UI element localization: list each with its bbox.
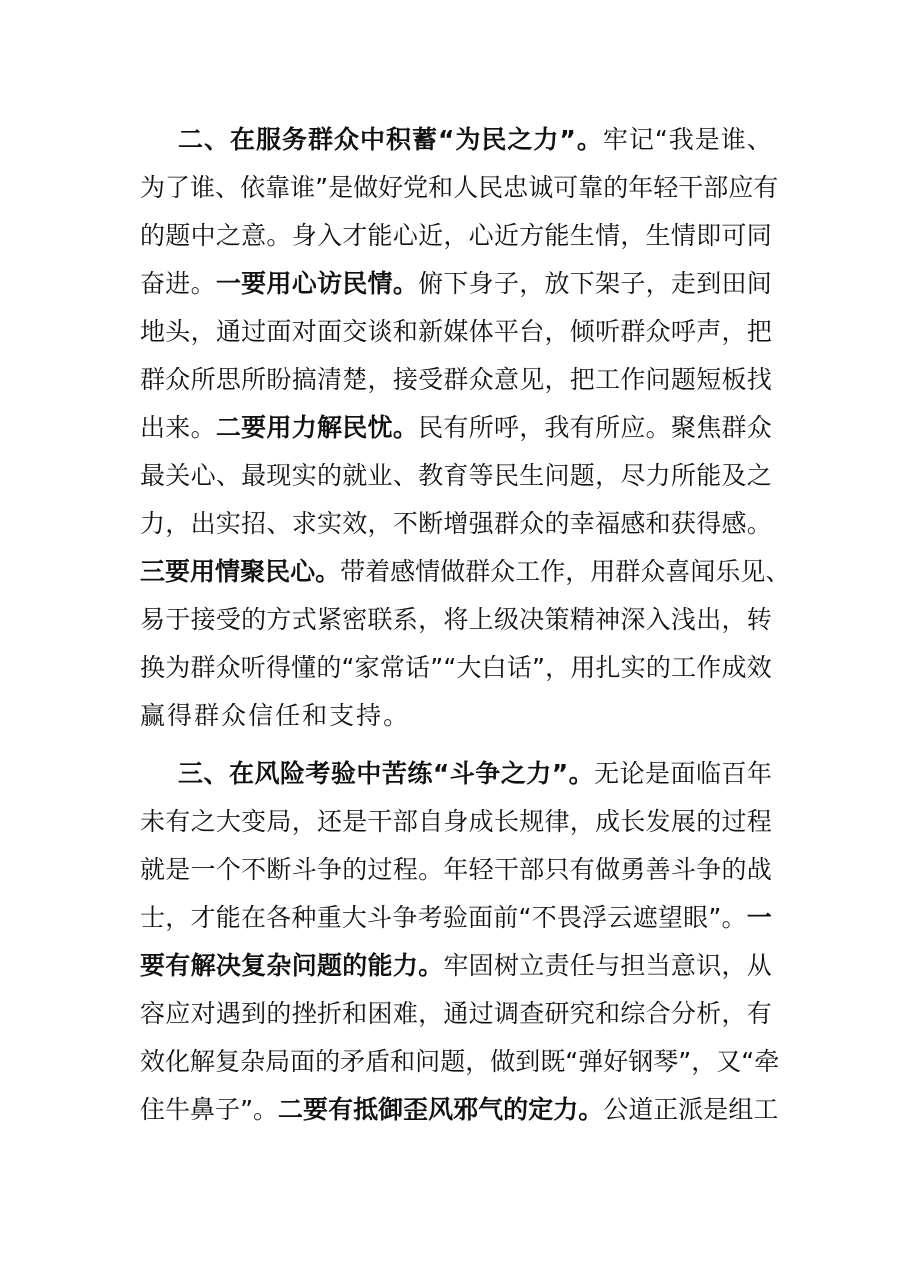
text-line: 未 有 之 大 变 局 ， 还 是 干 部 自 身 成 长 规 律 ， 成 长 发 展 的 过 程 — [140, 807, 772, 836]
text-line: 力 ， 出 实 招 、 求 实 效 ， 不 断 增 强 群 众 的 幸 福 感 和 获 得 感 。 — [140, 509, 772, 538]
text-line: 效 化 解 复 杂 局 面 的 矛 盾 和 问 题 ， 做 到 既 “ 弹 好 钢 琴 ” ， 又 “ 牵 — [140, 1047, 780, 1076]
text-line: 就 是 一 个 不 断 斗 争 的 过 程 。 年 轻 干 部 只 有 做 勇 善 斗 争 的 战 — [140, 855, 772, 884]
text-line: 最 关 心 、 最 现 实 的 就 业 、 教 育 等 民 生 问 题 ， 尽 力 所 能 及 之 — [140, 461, 772, 490]
text-line: 容 应 对 遇 到 的 挫 折 和 困 难 ， 通 过 调 查 研 究 和 综 合 分 析 ， 有 — [140, 999, 772, 1028]
text-line: 换 为 群 众 听 得 懂 的 “ 家 常 话 ” “ 大 白 话 ” ， 用 扎 实 的 工 作 成 效 — [140, 653, 772, 682]
text-line: 奋 进 。 一 要 用 心 访 民 情 。 俯 下 身 子 ， 放 下 架 子 ， 走 到 田 间 — [140, 269, 772, 298]
text-line: 地 头 ， 通 过 面 对 面 交 谈 和 新 媒 体 平 台 ， 倾 听 群 众 呼 声 ， 把 — [140, 317, 772, 346]
text-line: 士 ， 才 能 在 各 种 重 大 斗 争 考 验 面 前 “ 不 畏 浮 云 遮 望 眼 ” 。 一 — [140, 903, 772, 932]
text-line: 为 了 谁 、 依 靠 谁 ” 是 做 好 党 和 人 民 忠 诚 可 靠 的 年 轻 干 部 应 有 — [140, 173, 779, 202]
text-line: 三 、 在 风 险 考 验 中 苦 练 “ 斗 争 之 力 ” 。 无 论 是 面 临 百 年 — [178, 759, 772, 788]
text-line: 要 有 解 决 复 杂 问 题 的 能 力 。 牢 固 树 立 责 任 与 担 当 意 识 ， 从 — [140, 951, 772, 980]
text-line: 二 、 在 服 务 群 众 中 积 蓄 “ 为 民 之 力 ” 。 牢 记 “ 我 是 谁 、 — [178, 125, 772, 154]
text-line: 易 于 接 受 的 方 式 紧 密 联 系 ， 将 上 级 决 策 精 神 深 入 浅 出 ， 转 — [140, 605, 772, 634]
text-line: 住 牛 鼻 子 ” 。 二 要 有 抵 御 歪 风 邪 气 的 定 力 。 公 道 正 派 是 组 工 — [140, 1095, 779, 1124]
text-line: 三 要 用 情 聚 民 心 。 带 着 感 情 做 群 众 工 作 ， 用 群 众 喜 闻 乐 见 、 — [140, 557, 791, 586]
text-line: 赢 得 群 众 信 任 和 支 持 。 — [140, 701, 409, 730]
text-line: 出 来 。 二 要 用 力 解 民 忧 。 民 有 所 呼 ， 我 有 所 应 。 聚 焦 群 众 — [140, 413, 772, 442]
text-line: 的 题 中 之 意 。 身 入 才 能 心 近 ， 心 近 方 能 生 情 ， 生 情 即 可 同 — [140, 221, 772, 250]
text-line: 群 众 所 思 所 盼 搞 清 楚 ， 接 受 群 众 意 见 ， 把 工 作 问 题 短 板 找 — [140, 365, 772, 394]
